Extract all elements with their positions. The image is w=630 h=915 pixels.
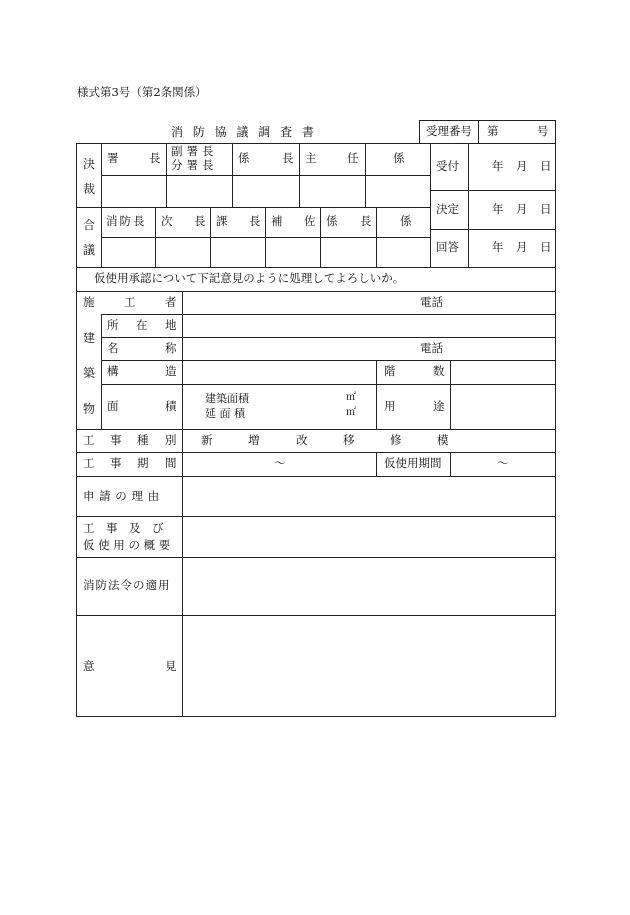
name-tel: 電話 [420,341,443,355]
building-label-1: 建 [83,331,96,345]
receipt-dai: 第 [487,124,499,138]
date-label-uketsuke: 受付 [436,159,459,173]
goki-col-shobocho: 消防長 [106,214,147,228]
area-label-1: 面 [107,399,119,413]
building-area-unit: ㎡ [346,392,356,403]
summary-label-2: 仮 使 用 の 概 要 [83,538,171,552]
floor-area-label: 延 面 積 [205,407,245,420]
kessai-col-kei: 係 [393,151,405,165]
summary-label-1: 工 事 及 び [83,521,164,535]
date-hi-3: 日 [540,240,552,254]
kessai-col-cho: 長 [149,151,161,165]
opinion-input[interactable] [183,616,555,716]
kessai-col-kakari: 係 [238,151,250,165]
reason-input[interactable] [183,477,555,516]
receipt-number-label: 受理番号 [426,124,472,138]
area-label-2: 積 [165,399,177,413]
building-label-3: 物 [83,402,96,416]
date-label-kettei: 決定 [436,202,459,216]
floors-label-1: 階 [384,364,396,378]
form-number: 様式第3号（第2条関係） [77,85,207,99]
contractor-tel: 電話 [420,295,443,309]
work-type-rebuild: 改 [296,433,308,447]
goki-col-kakari: 係 [326,214,338,228]
date-nen-2: 年 [492,202,504,216]
kessai-label-2: 裁 [83,182,96,196]
name-input[interactable] [183,338,413,360]
structure-input[interactable] [183,361,376,384]
receipt-go: 号 [537,124,549,138]
date-label-kaito: 回答 [436,240,459,254]
kessai-col-nin: 任 [347,151,359,165]
work-period-label-1: 工 [83,456,95,470]
date-tsuki-3: 月 [516,240,528,254]
kessai-col-fuku: 副署長 [171,144,218,158]
contractor-input[interactable] [183,292,413,314]
structure-label-1: 構 [107,364,119,378]
kessai-col-kakaricho: 長 [282,151,294,165]
goki-col-jicho: 長 [194,214,206,228]
name-label-1: 名 [107,341,119,355]
kessai-col-bun: 分署長 [171,158,218,172]
law-input[interactable] [183,558,555,615]
location-input[interactable] [183,315,555,337]
reason-label: 申 請 の 理 由 [83,489,160,503]
date-tsuki-1: 月 [516,159,528,173]
work-period-label-3: 期 [137,456,149,470]
opinion-label-1: 意 [83,659,95,673]
approval-statement: 仮使用承認について下記意見のように処理してよろしいか。 [94,271,405,285]
goki-col-kei: 係 [400,214,412,228]
floors-input[interactable] [451,361,555,384]
work-type-repair: 修 [390,433,402,447]
contractor-label-3: 者 [165,295,177,309]
goki-col-ho: 補 [271,214,283,228]
kessai-label-1: 決 [83,157,96,171]
work-period-tilde: ～ [274,456,286,470]
name-label-2: 称 [165,341,177,355]
form-title: 消 防 協 議 調 査 書 [171,125,317,139]
date-hi-2: 日 [540,202,552,216]
work-period-label-4: 間 [165,456,177,470]
use-label-2: 途 [433,399,445,413]
date-nen-1: 年 [492,159,504,173]
goki-col-ji: 次 [161,214,173,228]
contractor-label-1: 施 [83,295,95,309]
building-label-2: 築 [83,366,96,380]
temp-use-period-label: 仮使用期間 [384,456,442,470]
date-nen-3: 年 [492,240,504,254]
use-input[interactable] [451,385,555,429]
temp-use-period-tilde: ～ [497,456,509,470]
work-type-extend: 増 [248,433,260,447]
work-type-label-3: 種 [137,433,149,447]
work-type-label-2: 事 [110,433,122,447]
floors-label-2: 数 [433,364,445,378]
contractor-label-2: 工 [124,295,136,309]
kessai-stamp-area[interactable] [102,176,430,207]
location-label-1: 所 [107,318,119,332]
summary-input[interactable] [183,517,555,557]
kessai-col-sho: 署 [107,151,119,165]
law-label: 消防法令の適用 [83,578,171,592]
work-type-label-4: 別 [165,433,177,447]
location-label-2: 在 [136,318,148,332]
goki-stamp-area[interactable] [102,238,430,267]
opinion-label-2: 見 [165,659,177,673]
work-period-label-2: 事 [110,456,122,470]
date-tsuki-2: 月 [516,202,528,216]
location-label-3: 地 [165,318,177,332]
building-area-label: 建築面積 [205,392,249,405]
work-type-remodel: 模 [437,433,449,447]
goki-col-ka: 課 [216,214,228,228]
work-type-move: 移 [343,433,355,447]
goki-label-1: 合 [83,218,96,232]
use-label-1: 用 [384,399,396,413]
goki-label-2: 議 [83,243,96,257]
goki-col-kakaricho: 長 [360,214,372,228]
structure-label-2: 造 [165,364,177,378]
floor-area-unit: ㎡ [346,407,356,418]
work-type-label-1: 工 [83,433,95,447]
kessai-col-shu: 主 [305,151,317,165]
goki-col-sa: 佐 [304,214,316,228]
work-type-new: 新 [201,433,213,447]
goki-col-kacho: 長 [249,214,261,228]
date-hi-1: 日 [540,159,552,173]
